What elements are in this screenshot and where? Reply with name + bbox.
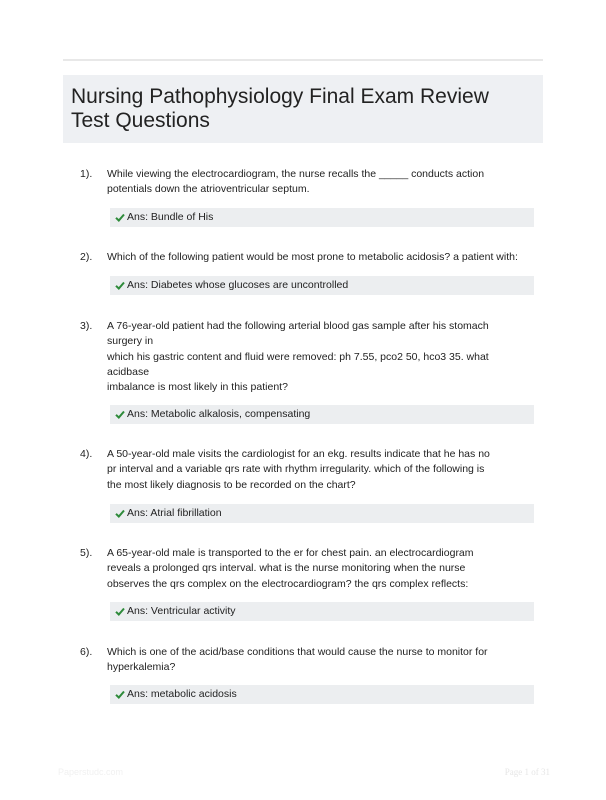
question-line: A 65-year-old male is transported to the er for chest pain. an electrocardiogram (107, 547, 474, 559)
question-line: Which is one of the acid/base conditions that would cause the nurse to monitor for (107, 646, 488, 658)
question-number: 5). (80, 547, 93, 559)
question-number: 2). (80, 251, 93, 263)
page-number: Page 1 of 31 (504, 767, 550, 777)
answer-box (110, 504, 534, 523)
question-text (107, 167, 537, 198)
question-line: A 76-year-old patient had the following arterial blood gas sample after his stomach (107, 320, 489, 332)
answer-text: Ans: Atrial fibrillation (127, 507, 222, 519)
answer-text: Ans: Metabolic alkalosis, compensating (127, 408, 311, 420)
question-number: 6). (80, 646, 93, 658)
page-title (71, 85, 531, 133)
question-line: which his gastric content and fluid were removed: ph 7.55, pco2 50, hco3 35. what (107, 350, 489, 363)
question-line: While viewing the electrocardiogram, the nurse recalls the _____ conducts action (107, 168, 485, 180)
title-banner (63, 75, 543, 143)
question-number: 4). (80, 448, 93, 460)
question-line: A 50-year-old male visits the cardiologist for an ekg. results indicate that he has no (107, 448, 490, 460)
check-icon (115, 281, 125, 290)
check-icon (115, 509, 125, 518)
answer-box (110, 685, 534, 704)
answer-text: Ans: metabolic acidosis (127, 688, 237, 700)
footer-watermark: Paperstudc.com (58, 767, 124, 777)
question-text (107, 319, 537, 395)
question-line: potentials down the atrioventricular septum. (107, 183, 310, 196)
answer-box (110, 208, 534, 227)
question-text (107, 447, 537, 493)
check-icon (115, 410, 125, 419)
question-line: pr interval and a variable qrs rate with rhythm irregularity. which of the following is (107, 463, 485, 476)
question-number: 3). (80, 320, 93, 332)
check-icon (115, 607, 125, 616)
check-icon (115, 213, 125, 222)
question-line: observes the qrs complex on the electrocardiogram? the qrs complex reflects: (107, 577, 469, 590)
question-text (107, 546, 537, 592)
header-divider (63, 59, 543, 61)
answer-text: Ans: Diabetes whose glucoses are uncontrolled (127, 279, 349, 291)
answer-box (110, 405, 534, 424)
answer-box (110, 276, 534, 295)
question-text (107, 250, 537, 265)
page-title-line: Nursing Pathophysiology Final Exam Review (71, 85, 489, 108)
answer-box (110, 602, 534, 621)
question-line: acidbase (107, 365, 150, 378)
question-line: reveals a prolonged qrs interval. what is the nurse monitoring when the nurse (107, 562, 466, 575)
question-text (107, 645, 537, 676)
question-number: 1). (80, 168, 93, 180)
check-icon (115, 690, 125, 699)
question-line: Which of the following patient would be most prone to metabolic acidosis? a patient with: (107, 251, 518, 263)
question-line: the most likely diagnosis to be recorded on the chart? (107, 478, 356, 491)
question-line: surgery in (107, 335, 154, 348)
question-line: hyperkalemia? (107, 661, 176, 674)
answer-text: Ans: Ventricular activity (127, 605, 236, 617)
answer-text: Ans: Bundle of His (127, 211, 214, 223)
page-title-line: Test Questions (71, 109, 210, 132)
question-line: imbalance is most likely in this patient? (107, 381, 288, 394)
